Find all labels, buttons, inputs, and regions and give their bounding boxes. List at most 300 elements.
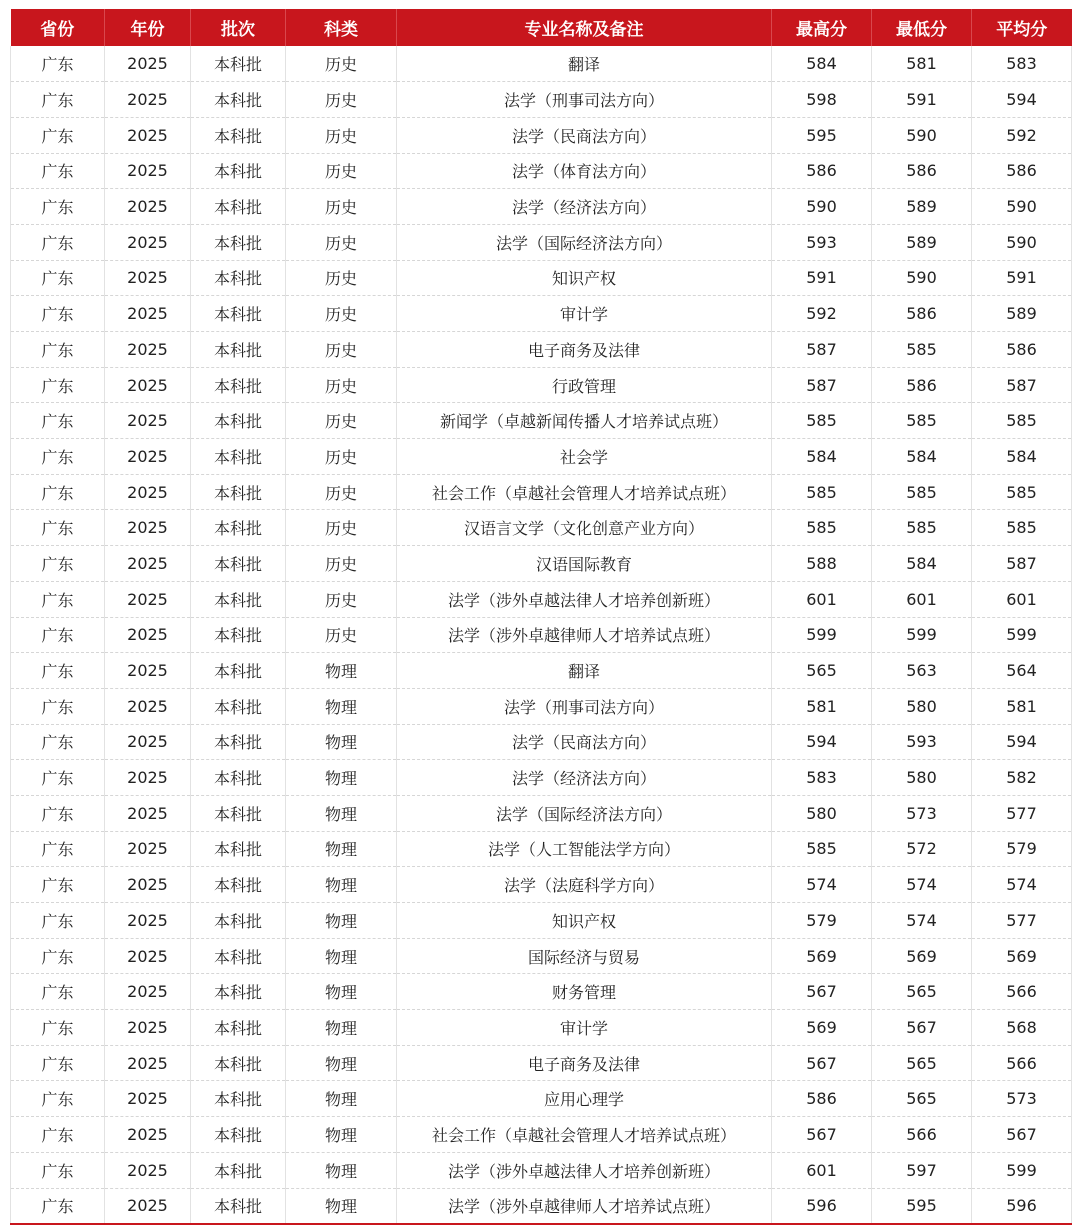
province-cell: 广东 — [11, 46, 105, 82]
major-name-cell: 法学（经济法方向） — [397, 189, 772, 225]
min-score-cell: 585 — [872, 403, 972, 439]
max-score-cell: 595 — [772, 117, 872, 153]
avg-score-cell: 592 — [972, 117, 1072, 153]
min-score-cell: 595 — [872, 1188, 972, 1224]
year-cell: 2025 — [105, 1117, 191, 1153]
major-name-cell: 翻译 — [397, 653, 772, 689]
table-row — [11, 1010, 1072, 1046]
table-row — [11, 189, 1072, 225]
year-cell: 2025 — [105, 903, 191, 939]
major-name-cell: 法学（国际经济法方向） — [397, 224, 772, 260]
max-score-cell: 587 — [772, 367, 872, 403]
avg-score-cell: 599 — [972, 1152, 1072, 1188]
year-cell: 2025 — [105, 332, 191, 368]
avg-score-cell: 584 — [972, 439, 1072, 475]
avg-score-cell: 577 — [972, 795, 1072, 831]
batch-cell: 本科批 — [191, 117, 286, 153]
province-cell: 广东 — [11, 653, 105, 689]
year-cell: 2025 — [105, 974, 191, 1010]
max-score-cell: 567 — [772, 974, 872, 1010]
province-cell: 广东 — [11, 296, 105, 332]
max-score-cell: 590 — [772, 189, 872, 225]
table-row — [11, 938, 1072, 974]
header-min-score: 最低分 — [872, 9, 972, 46]
min-score-cell: 597 — [872, 1152, 972, 1188]
header-row — [11, 9, 1072, 46]
avg-score-cell: 599 — [972, 617, 1072, 653]
year-cell: 2025 — [105, 653, 191, 689]
batch-cell: 本科批 — [191, 546, 286, 582]
province-cell: 广东 — [11, 1152, 105, 1188]
min-score-cell: 565 — [872, 1081, 972, 1117]
subject-category-cell: 历史 — [286, 546, 397, 582]
year-cell: 2025 — [105, 581, 191, 617]
subject-category-cell: 历史 — [286, 510, 397, 546]
max-score-cell: 574 — [772, 867, 872, 903]
major-name-cell: 社会工作（卓越社会管理人才培养试点班） — [397, 1117, 772, 1153]
batch-cell: 本科批 — [191, 867, 286, 903]
year-cell: 2025 — [105, 795, 191, 831]
province-cell: 广东 — [11, 403, 105, 439]
batch-cell: 本科批 — [191, 153, 286, 189]
province-cell: 广东 — [11, 224, 105, 260]
subject-category-cell: 物理 — [286, 724, 397, 760]
major-name-cell: 汉语言文学（文化创意产业方向） — [397, 510, 772, 546]
header-province: 省份 — [11, 9, 105, 46]
table-row — [11, 974, 1072, 1010]
province-cell: 广东 — [11, 1010, 105, 1046]
batch-cell: 本科批 — [191, 439, 286, 475]
major-name-cell: 行政管理 — [397, 367, 772, 403]
major-name-cell: 法学（刑事司法方向） — [397, 688, 772, 724]
min-score-cell: 590 — [872, 260, 972, 296]
year-cell: 2025 — [105, 474, 191, 510]
avg-score-cell: 566 — [972, 1045, 1072, 1081]
min-score-cell: 580 — [872, 760, 972, 796]
avg-score-cell: 587 — [972, 546, 1072, 582]
avg-score-cell: 574 — [972, 867, 1072, 903]
subject-category-cell: 历史 — [286, 367, 397, 403]
province-cell: 广东 — [11, 867, 105, 903]
avg-score-cell: 586 — [972, 153, 1072, 189]
batch-cell: 本科批 — [191, 581, 286, 617]
max-score-cell: 586 — [772, 1081, 872, 1117]
max-score-cell: 584 — [772, 46, 872, 82]
year-cell: 2025 — [105, 831, 191, 867]
min-score-cell: 586 — [872, 367, 972, 403]
header-avg-score: 平均分 — [996, 20, 1048, 40]
batch-cell: 本科批 — [191, 403, 286, 439]
province-cell: 广东 — [11, 724, 105, 760]
major-name-cell: 法学（民商法方向） — [397, 117, 772, 153]
batch-cell: 本科批 — [191, 474, 286, 510]
major-name-cell: 法学（涉外卓越法律人才培养创新班） — [397, 581, 772, 617]
min-score-cell: 573 — [872, 795, 972, 831]
year-cell: 2025 — [105, 546, 191, 582]
table-row — [11, 332, 1072, 368]
major-name-cell: 法学（法庭科学方向） — [397, 867, 772, 903]
year-cell: 2025 — [105, 189, 191, 225]
table-row — [11, 367, 1072, 403]
table-row — [11, 1081, 1072, 1117]
subject-category-cell: 历史 — [286, 260, 397, 296]
max-score-cell: 567 — [772, 1045, 872, 1081]
header-major-name: 专业名称及备注 — [397, 9, 772, 46]
max-score-cell: 593 — [772, 224, 872, 260]
avg-score-cell: 582 — [972, 760, 1072, 796]
subject-category-cell: 物理 — [286, 688, 397, 724]
year-cell: 2025 — [105, 117, 191, 153]
province-cell: 广东 — [11, 189, 105, 225]
table-row — [11, 1117, 1072, 1153]
subject-category-cell: 物理 — [286, 1152, 397, 1188]
batch-cell: 本科批 — [191, 224, 286, 260]
year-cell: 2025 — [105, 867, 191, 903]
province-cell: 广东 — [11, 367, 105, 403]
min-score-cell: 585 — [872, 474, 972, 510]
year-cell: 2025 — [105, 938, 191, 974]
max-score-cell: 599 — [772, 617, 872, 653]
subject-category-cell: 物理 — [286, 1081, 397, 1117]
avg-score-cell: 585 — [972, 403, 1072, 439]
batch-cell: 本科批 — [191, 831, 286, 867]
avg-score-cell: 591 — [972, 260, 1072, 296]
province-cell: 广东 — [11, 688, 105, 724]
batch-cell: 本科批 — [191, 724, 286, 760]
major-name-cell: 应用心理学 — [397, 1081, 772, 1117]
avg-score-cell: 577 — [972, 903, 1072, 939]
year-cell: 2025 — [105, 724, 191, 760]
major-name-cell: 电子商务及法律 — [397, 332, 772, 368]
year-cell: 2025 — [105, 1010, 191, 1046]
table-row — [11, 439, 1072, 475]
max-score-cell: 585 — [772, 474, 872, 510]
max-score-cell: 579 — [772, 903, 872, 939]
min-score-cell: 566 — [872, 1117, 972, 1153]
table-row — [11, 82, 1072, 118]
year-cell: 2025 — [105, 1045, 191, 1081]
batch-cell: 本科批 — [191, 653, 286, 689]
major-name-cell: 法学（国际经济法方向） — [397, 795, 772, 831]
year-cell: 2025 — [105, 224, 191, 260]
min-score-cell: 574 — [872, 867, 972, 903]
subject-category-cell: 历史 — [286, 403, 397, 439]
province-cell: 广东 — [11, 1117, 105, 1153]
max-score-cell: 594 — [772, 724, 872, 760]
table-body — [11, 46, 1072, 1224]
batch-cell: 本科批 — [191, 688, 286, 724]
table-row — [11, 688, 1072, 724]
province-cell: 广东 — [11, 1045, 105, 1081]
subject-category-cell: 历史 — [286, 117, 397, 153]
max-score-cell: 598 — [772, 82, 872, 118]
table-row — [11, 903, 1072, 939]
major-name-cell: 法学（经济法方向） — [397, 760, 772, 796]
avg-score-cell: 573 — [972, 1081, 1072, 1117]
year-cell: 2025 — [105, 688, 191, 724]
table-row — [11, 117, 1072, 153]
table-row — [11, 403, 1072, 439]
table-row — [11, 1152, 1072, 1188]
province-cell: 广东 — [11, 938, 105, 974]
province-cell: 广东 — [11, 903, 105, 939]
province-cell: 广东 — [11, 546, 105, 582]
table-row — [11, 296, 1072, 332]
table-row — [11, 46, 1072, 82]
min-score-cell: 589 — [872, 224, 972, 260]
province-cell: 广东 — [11, 439, 105, 475]
subject-category-cell: 历史 — [286, 332, 397, 368]
subject-category-cell: 历史 — [286, 153, 397, 189]
max-score-cell: 585 — [772, 831, 872, 867]
avg-score-cell: 594 — [972, 82, 1072, 118]
batch-cell: 本科批 — [191, 510, 286, 546]
header-subject-category: 科类 — [286, 9, 397, 46]
avg-score-cell: 590 — [972, 189, 1072, 225]
major-name-cell: 新闻学（卓越新闻传播人才培养试点班） — [397, 403, 772, 439]
major-name-cell: 法学（涉外卓越律师人才培养试点班） — [397, 617, 772, 653]
batch-cell: 本科批 — [191, 1045, 286, 1081]
major-name-cell: 法学（涉外卓越法律人才培养创新班） — [397, 1152, 772, 1188]
major-name-cell: 知识产权 — [397, 260, 772, 296]
major-name-cell: 社会学 — [397, 439, 772, 475]
province-cell: 广东 — [11, 332, 105, 368]
min-score-cell: 569 — [872, 938, 972, 974]
min-score-cell: 563 — [872, 653, 972, 689]
min-score-cell: 599 — [872, 617, 972, 653]
avg-score-cell: 585 — [972, 474, 1072, 510]
min-score-cell: 567 — [872, 1010, 972, 1046]
major-name-cell: 法学（刑事司法方向） — [397, 82, 772, 118]
table-row — [11, 724, 1072, 760]
batch-cell: 本科批 — [191, 760, 286, 796]
max-score-cell: 587 — [772, 332, 872, 368]
batch-cell: 本科批 — [191, 46, 286, 82]
subject-category-cell: 物理 — [286, 795, 397, 831]
batch-cell: 本科批 — [191, 617, 286, 653]
subject-category-cell: 历史 — [286, 46, 397, 82]
min-score-cell: 591 — [872, 82, 972, 118]
batch-cell: 本科批 — [191, 903, 286, 939]
major-name-cell: 电子商务及法律 — [397, 1045, 772, 1081]
year-cell: 2025 — [105, 1152, 191, 1188]
admission-scores-table — [10, 9, 1072, 1225]
subject-category-cell: 物理 — [286, 974, 397, 1010]
subject-category-cell: 物理 — [286, 760, 397, 796]
province-cell: 广东 — [11, 795, 105, 831]
min-score-cell: 584 — [872, 546, 972, 582]
min-score-cell: 584 — [872, 439, 972, 475]
province-cell: 广东 — [11, 760, 105, 796]
max-score-cell: 581 — [772, 688, 872, 724]
batch-cell: 本科批 — [191, 296, 286, 332]
major-name-cell: 法学（体育法方向） — [397, 153, 772, 189]
header-year: 年份 — [105, 9, 191, 46]
max-score-cell: 569 — [772, 1010, 872, 1046]
province-cell: 广东 — [11, 617, 105, 653]
province-cell: 广东 — [11, 82, 105, 118]
batch-cell: 本科批 — [191, 1010, 286, 1046]
header-batch: 批次 — [191, 9, 286, 46]
max-score-cell: 567 — [772, 1117, 872, 1153]
subject-category-cell: 物理 — [286, 903, 397, 939]
province-cell: 广东 — [11, 117, 105, 153]
min-score-cell: 572 — [872, 831, 972, 867]
major-name-cell: 审计学 — [397, 296, 772, 332]
subject-category-cell: 历史 — [286, 296, 397, 332]
max-score-cell: 585 — [772, 510, 872, 546]
table-row — [11, 867, 1072, 903]
subject-category-cell: 物理 — [286, 1045, 397, 1081]
table-header — [11, 9, 1072, 46]
max-score-cell: 569 — [772, 938, 872, 974]
min-score-cell: 586 — [872, 153, 972, 189]
subject-category-cell: 历史 — [286, 224, 397, 260]
max-score-cell: 592 — [772, 296, 872, 332]
province-cell: 广东 — [11, 1081, 105, 1117]
subject-category-cell: 历史 — [286, 439, 397, 475]
table-row — [11, 546, 1072, 582]
year-cell: 2025 — [105, 46, 191, 82]
admission-scores-table-wrapper — [10, 9, 1071, 1225]
major-name-cell: 法学（民商法方向） — [397, 724, 772, 760]
province-cell: 广东 — [11, 974, 105, 1010]
batch-cell: 本科批 — [191, 260, 286, 296]
major-name-cell: 国际经济与贸易 — [397, 938, 772, 974]
major-name-cell: 法学（人工智能法学方向） — [397, 831, 772, 867]
major-name-cell: 翻译 — [397, 46, 772, 82]
table-row — [11, 1045, 1072, 1081]
subject-category-cell: 物理 — [286, 1188, 397, 1224]
avg-score-cell: 589 — [972, 296, 1072, 332]
min-score-cell: 581 — [872, 46, 972, 82]
subject-category-cell: 物理 — [286, 1010, 397, 1046]
year-cell: 2025 — [105, 1081, 191, 1117]
max-score-cell: 565 — [772, 653, 872, 689]
table-row — [11, 153, 1072, 189]
max-score-cell: 601 — [772, 581, 872, 617]
avg-score-cell: 596 — [972, 1188, 1072, 1224]
table-row — [11, 510, 1072, 546]
min-score-cell: 590 — [872, 117, 972, 153]
province-cell: 广东 — [11, 510, 105, 546]
max-score-cell: 596 — [772, 1188, 872, 1224]
min-score-cell: 565 — [872, 1045, 972, 1081]
province-cell: 广东 — [11, 260, 105, 296]
max-score-cell: 580 — [772, 795, 872, 831]
avg-score-cell: 594 — [972, 724, 1072, 760]
year-cell: 2025 — [105, 367, 191, 403]
avg-score-cell: 587 — [972, 367, 1072, 403]
avg-score-cell: 590 — [972, 224, 1072, 260]
max-score-cell: 583 — [772, 760, 872, 796]
subject-category-cell: 历史 — [286, 82, 397, 118]
max-score-cell: 584 — [772, 439, 872, 475]
province-cell: 广东 — [11, 831, 105, 867]
max-score-cell: 586 — [772, 153, 872, 189]
max-score-cell: 591 — [772, 260, 872, 296]
max-score-cell: 588 — [772, 546, 872, 582]
province-cell: 广东 — [11, 474, 105, 510]
table-row — [11, 617, 1072, 653]
major-name-cell: 知识产权 — [397, 903, 772, 939]
min-score-cell: 589 — [872, 189, 972, 225]
min-score-cell: 601 — [872, 581, 972, 617]
province-cell: 广东 — [11, 581, 105, 617]
year-cell: 2025 — [105, 617, 191, 653]
min-score-cell: 574 — [872, 903, 972, 939]
table-row — [11, 653, 1072, 689]
avg-score-cell: 579 — [972, 831, 1072, 867]
batch-cell: 本科批 — [191, 1188, 286, 1224]
avg-score-cell: 586 — [972, 332, 1072, 368]
avg-score-cell: 601 — [972, 581, 1072, 617]
major-name-cell: 财务管理 — [397, 974, 772, 1010]
min-score-cell: 580 — [872, 688, 972, 724]
major-name-cell: 社会工作（卓越社会管理人才培养试点班） — [397, 474, 772, 510]
year-cell: 2025 — [105, 82, 191, 118]
min-score-cell: 585 — [872, 510, 972, 546]
batch-cell: 本科批 — [191, 189, 286, 225]
major-name-cell: 法学（涉外卓越律师人才培养试点班） — [397, 1188, 772, 1224]
avg-score-cell: 569 — [972, 938, 1072, 974]
avg-score-cell: 581 — [972, 688, 1072, 724]
subject-category-cell: 物理 — [286, 867, 397, 903]
avg-score-cell: 585 — [972, 510, 1072, 546]
min-score-cell: 565 — [872, 974, 972, 1010]
min-score-cell: 586 — [872, 296, 972, 332]
year-cell: 2025 — [105, 403, 191, 439]
table-row — [11, 581, 1072, 617]
province-cell: 广东 — [11, 1188, 105, 1224]
year-cell: 2025 — [105, 439, 191, 475]
subject-category-cell: 历史 — [286, 474, 397, 510]
year-cell: 2025 — [105, 760, 191, 796]
subject-category-cell: 物理 — [286, 653, 397, 689]
subject-category-cell: 历史 — [286, 189, 397, 225]
batch-cell: 本科批 — [191, 938, 286, 974]
avg-score-cell: 566 — [972, 974, 1072, 1010]
batch-cell: 本科批 — [191, 1117, 286, 1153]
batch-cell: 本科批 — [191, 974, 286, 1010]
major-name-cell: 审计学 — [397, 1010, 772, 1046]
major-name-cell: 汉语国际教育 — [397, 546, 772, 582]
subject-category-cell: 物理 — [286, 1117, 397, 1153]
batch-cell: 本科批 — [191, 332, 286, 368]
max-score-cell: 601 — [772, 1152, 872, 1188]
table-row — [11, 260, 1072, 296]
province-cell: 广东 — [11, 153, 105, 189]
subject-category-cell: 历史 — [286, 581, 397, 617]
batch-cell: 本科批 — [191, 1081, 286, 1117]
table-row — [11, 474, 1072, 510]
year-cell: 2025 — [105, 260, 191, 296]
subject-category-cell: 物理 — [286, 938, 397, 974]
subject-category-cell: 历史 — [286, 617, 397, 653]
min-score-cell: 593 — [872, 724, 972, 760]
table-row — [11, 760, 1072, 796]
batch-cell: 本科批 — [191, 795, 286, 831]
max-score-cell: 585 — [772, 403, 872, 439]
avg-score-cell: 568 — [972, 1010, 1072, 1046]
avg-score-cell: 583 — [972, 46, 1072, 82]
avg-score-cell: 567 — [972, 1117, 1072, 1153]
avg-score-cell: 564 — [972, 653, 1072, 689]
year-cell: 2025 — [105, 153, 191, 189]
year-cell: 2025 — [105, 296, 191, 332]
table-row — [11, 1188, 1072, 1224]
year-cell: 2025 — [105, 510, 191, 546]
